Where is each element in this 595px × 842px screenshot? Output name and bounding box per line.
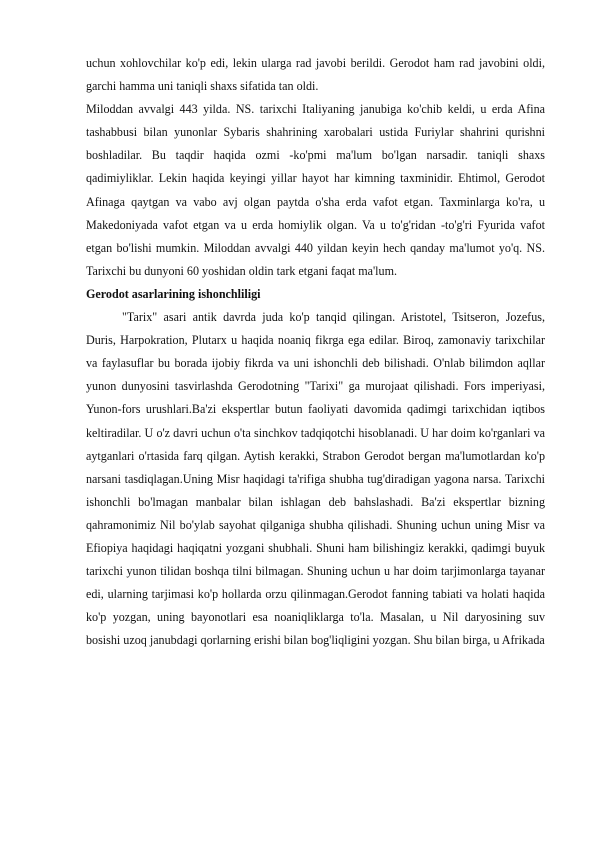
paragraph-intro: uchun xohlovchilar ko'p edi, lekin ularga rad javobi berildi. Gerodot ham rad javobini oldi, garchi hamma uni taniqli shaxs sifatida tan oldi. <box>86 56 545 94</box>
section-heading: Gerodot asarlarining ishonchliligi <box>86 286 261 301</box>
document-page <box>86 52 545 652</box>
paragraph-reliability: "Tarix" asari antik davrda juda ko'p tanqid qilingan. Aristotel, Tsitseron, Jozefus, Duris, Harpokration, Plutarx u haqida noaniq fikrga ega edilar. Biroq, zamonaviy tarixchilar va faylasuflar bu borada ijobiy fikrda va uni ishonchli deb bilishadi. O'nlab bilimdon aqllar yunon dunyosini tasvirlashda Gerodotning "Tarixi" ga murojaat qilishadi. Fors imperiyasi, Yunon-fors urushlari.Ba'zi ekspertlar butun faoliyati davomida qadimgi tarixchidan iqtibos keltiradilar. U o'z davri uchun o'ta sinchkov tadqiqotchi hisoblanadi. U har doim ko'rganlari va aytganlari o'rtasida farq qilgan. Aytish kerakki, Strabon Gerodot bergan ma'lumotlardan ko'p narsani tasdiqlagan.Uning Misr haqidagi ta'rifiga shubha tug'diradigan yagona narsa. Tarixchi ishonchli bo'lmagan manbalar bilan ishlagan deb bahslashadi. Ba'zi ekspertlar bizning qahramonimiz Nil bo'ylab sayohat qilganiga shubha qilishadi. Shuning uchun uning Misr va Efiopiya haqidagi haqiqatni yozgani shubhali. Shuni ham bilishingiz kerakki, qadimgi buyuk tarixchi yunon tilidan boshqa tilni bilmagan. Shuning uchun u har doim tarjimonlarga tayanar edi, ularning tarjimasi ko'p hollarda orzu qilinmagan.Gerodot fanning tabiati va holati haqida ko'p yozgan, uning bayonotlari esa noaniqliklarga to'la. Masalan, u Nil daryosining suv bosishi uzoq janubdagi qorlarning erishi bilan bog'liqligini yozgan. Shu bilan birga, u Afrikada <box>86 310 545 648</box>
paragraph-biography: Miloddan avvalgi 443 yilda. NS. tarixchi Italiyaning janubiga ko'chib keldi, u erda Afina tashabbusi bilan yunonlar Sybaris shahrining xarobalari ustida Furiylar shahrini qurishni boshladilar. Bu taqdir haqida ozmi -ko'pmi ma'lum bo'lgan narsadir. taniqli shaxs qadimiyliklar. Lekin haqida keyingi yillar hayot har kimning taxminidir. Ehtimol, Gerodot Afinaga qaytgan va vabo avj olgan paytda o'sha erda vafot etgan. Taxminlarga ko'ra, u Makedoniyada vafot etgan va u erda homiylik olgan. Va u to'g'ridan -to'g'ri Fyurida vafot etgan bo'lishi mumkin. Miloddan avvalgi 440 yildan keyin hech qanday ma'lumot yo'q. NS. Tarixchi bu dunyoni 60 yoshidan oldin tark etgani faqat ma'lum. <box>86 102 545 278</box>
